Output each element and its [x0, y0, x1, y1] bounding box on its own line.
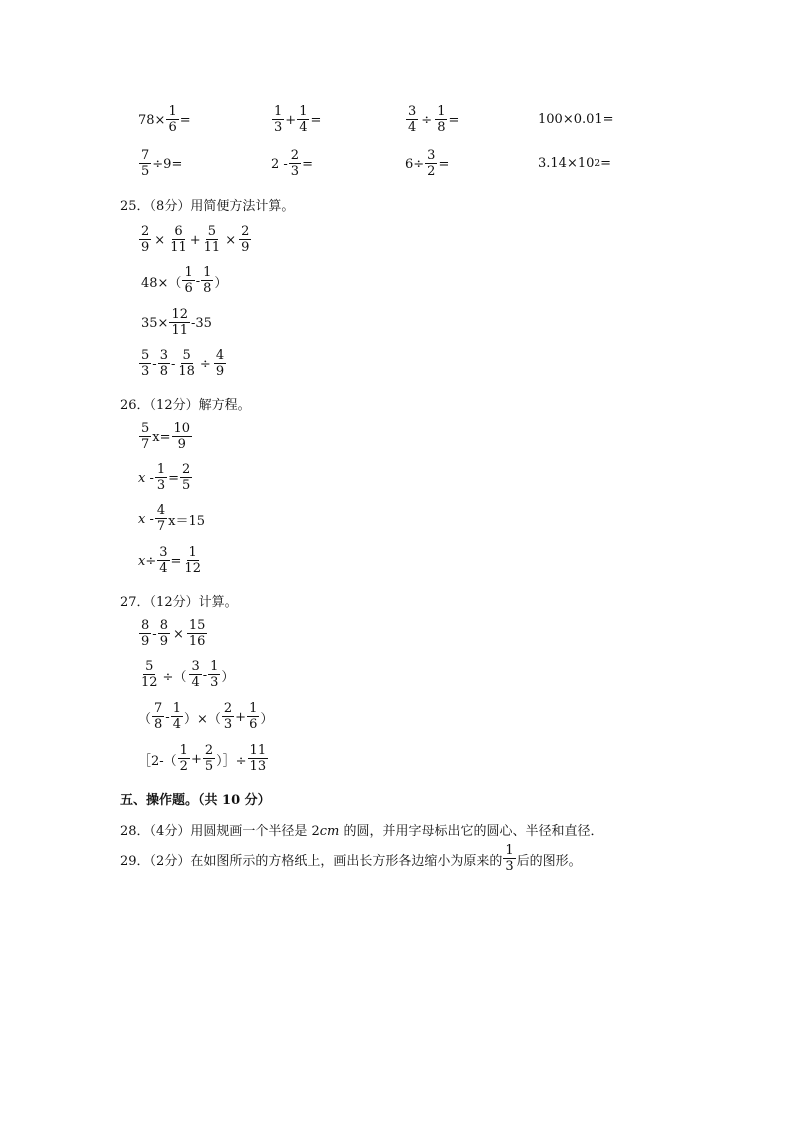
- q27-expr-2: [138, 659, 234, 691]
- fraction: [289, 148, 301, 180]
- denominator: 2: [179, 759, 188, 774]
- denominator: 16: [188, 634, 206, 649]
- numerator: 1: [188, 545, 197, 560]
- denominator: 3: [156, 478, 166, 493]
- fraction: [248, 743, 269, 775]
- calc-1-3: [405, 104, 459, 136]
- fraction: [208, 659, 220, 691]
- denominator: 6: [184, 281, 193, 296]
- fraction: [297, 104, 309, 136]
- operator: =: [168, 470, 180, 486]
- numerator: 5: [182, 348, 191, 363]
- expr-text: 48×（: [141, 275, 182, 291]
- denominator: 6: [249, 717, 258, 732]
- numerator: 2: [223, 701, 233, 716]
- question-27-title: 27．（12分）计算。: [120, 595, 238, 610]
- expr-text: ÷9=: [152, 156, 183, 172]
- numerator: 15: [188, 618, 206, 633]
- question-29-text: 29．（2分）在如图所示的方格纸上，画出长方形各边缩小为原来的: [120, 853, 503, 869]
- operator: ÷（: [162, 669, 187, 685]
- equals-sign: =: [600, 156, 612, 171]
- fraction: [158, 618, 170, 650]
- expr-text: 100×0.01=: [538, 112, 614, 127]
- numerator: 1: [299, 104, 308, 119]
- denominator: 11: [203, 240, 221, 255]
- denominator: 4: [299, 120, 308, 135]
- expr-text: x -: [138, 511, 154, 527]
- numerator: 12: [171, 307, 188, 322]
- fraction: [171, 701, 183, 733]
- expr-text: ）: [260, 711, 274, 727]
- fraction: [166, 104, 178, 136]
- operator: +: [190, 751, 202, 767]
- q26-eq-1: [138, 421, 193, 453]
- expr-text: 3.14×10: [538, 156, 595, 171]
- fraction: [139, 659, 160, 691]
- expr-text: 2 -: [271, 156, 288, 172]
- denominator: 5: [204, 759, 214, 774]
- operator: ）×（: [183, 711, 221, 727]
- expr-text: x=: [152, 429, 171, 445]
- denominator: 3: [290, 164, 300, 179]
- fraction: [169, 307, 190, 339]
- denominator: 2: [427, 164, 436, 179]
- fraction: [222, 701, 234, 733]
- numerator: 1: [210, 659, 219, 674]
- operator: ×: [225, 232, 237, 248]
- fraction: [182, 265, 194, 297]
- operator: -: [195, 273, 201, 289]
- fraction: [139, 421, 151, 453]
- q26-eq-3: [138, 503, 205, 535]
- numerator: 4: [156, 503, 166, 518]
- numerator: 1: [168, 104, 177, 119]
- fraction: [180, 462, 192, 494]
- expr-text: 78×: [138, 112, 166, 128]
- operator: ×: [172, 626, 184, 642]
- denominator: 7: [141, 437, 150, 452]
- equals-sign: =: [302, 156, 313, 172]
- fraction: [157, 545, 169, 577]
- numerator: 5: [141, 421, 150, 436]
- denominator: 3: [223, 717, 233, 732]
- q26-eq-4: [138, 545, 204, 577]
- question-25-title: 25．（8分）用简便方法计算。: [120, 199, 295, 214]
- numerator: 1: [203, 265, 212, 280]
- numerator: 2: [141, 224, 150, 239]
- fraction: [139, 618, 151, 650]
- numerator: 1: [156, 462, 166, 477]
- operator: ×: [154, 232, 166, 248]
- fraction: [158, 348, 170, 380]
- denominator: 4: [191, 675, 200, 690]
- numerator: 3: [427, 148, 436, 163]
- numerator: 5: [145, 659, 154, 674]
- operator: +: [235, 709, 247, 725]
- operator: -: [152, 356, 157, 372]
- equals-sign: =: [438, 156, 450, 172]
- operator: +: [189, 232, 201, 248]
- operator: -: [170, 356, 176, 372]
- expr-text: x÷: [138, 553, 157, 569]
- q26-eq-2: [138, 462, 193, 494]
- denominator: 7: [156, 519, 166, 534]
- expr-text: ）: [221, 669, 235, 685]
- fraction: [272, 104, 284, 136]
- fraction: [155, 462, 167, 494]
- numerator: 2: [182, 462, 191, 477]
- fraction: [168, 224, 189, 256]
- operator: ÷: [421, 112, 433, 128]
- fraction: [152, 701, 164, 733]
- denominator: 3: [505, 859, 514, 874]
- denominator: 11: [170, 240, 187, 255]
- denominator: 5: [141, 164, 150, 179]
- numerator: 8: [141, 618, 150, 633]
- fraction: [176, 348, 197, 380]
- numerator: 1: [184, 265, 193, 280]
- q25-expr-4: [138, 348, 227, 380]
- fraction: [202, 224, 223, 256]
- expr-text: ）］÷: [216, 753, 247, 769]
- fraction: [139, 224, 151, 256]
- fraction: [139, 348, 151, 380]
- operator: -: [202, 667, 208, 683]
- fraction: [172, 421, 193, 453]
- denominator: 3: [210, 675, 219, 690]
- denominator: 6: [168, 120, 177, 135]
- fraction: [425, 148, 437, 180]
- numerator: 1: [172, 701, 181, 716]
- calc-1-4: [538, 104, 614, 135]
- numerator: 1: [505, 843, 514, 858]
- numerator: 2: [204, 743, 214, 758]
- denominator: 4: [408, 120, 417, 135]
- question-29-text-end: 后的图形。: [516, 853, 582, 869]
- denominator: 18: [178, 364, 195, 379]
- operator: =: [170, 553, 182, 569]
- fraction: [239, 224, 251, 256]
- operator: ÷: [199, 356, 211, 372]
- question-28-text-end: 的圆，并用字母标出它的圆心、半径和直径．: [339, 824, 604, 839]
- numerator: 3: [408, 104, 417, 119]
- operator: -: [152, 626, 157, 642]
- denominator: 3: [274, 120, 283, 135]
- calc-1-2: [271, 104, 321, 136]
- numerator: 2: [290, 148, 300, 163]
- numerator: 1: [274, 104, 283, 119]
- denominator: 13: [249, 759, 267, 774]
- denominator: 9: [159, 634, 168, 649]
- fraction: [247, 701, 259, 733]
- calc-1-1: [138, 104, 191, 136]
- question-28-text: 28．（4分）用圆规画一个半径是 2: [120, 824, 320, 839]
- fraction: [178, 743, 190, 775]
- operator: +: [285, 112, 297, 128]
- unit-text: cm: [319, 824, 340, 839]
- fraction: [503, 843, 515, 875]
- numerator: 5: [141, 348, 150, 363]
- numerator: 1: [249, 701, 258, 716]
- numerator: 5: [207, 224, 217, 239]
- denominator: 9: [141, 240, 150, 255]
- equals-sign: =: [310, 112, 322, 128]
- numerator: 7: [154, 701, 163, 716]
- numerator: 4: [215, 348, 225, 363]
- fraction: [406, 104, 418, 136]
- fraction: [189, 659, 201, 691]
- expr-text: 6÷: [405, 156, 425, 172]
- calc-2-4: [538, 148, 611, 179]
- q25-expr-3: [141, 307, 212, 339]
- expr-text: -35: [190, 315, 212, 331]
- fraction: [182, 545, 203, 577]
- denominator: 11: [171, 323, 188, 338]
- calc-2-3: [405, 148, 449, 180]
- equals-sign: =: [179, 112, 191, 128]
- q27-expr-1: [138, 618, 208, 650]
- operator: -: [165, 709, 170, 725]
- fraction: [435, 104, 447, 136]
- q27-expr-3: [138, 701, 273, 733]
- q25-expr-1: [138, 224, 252, 256]
- question-26-title: 26．（12分）解方程。: [120, 398, 251, 413]
- expr-text: ［2-（: [138, 753, 177, 769]
- expr-text: 35×: [141, 315, 169, 331]
- expr-text: x -: [138, 470, 154, 486]
- equals-sign: =: [448, 112, 460, 128]
- expr-text: x＝15: [168, 513, 206, 529]
- denominator: 8: [437, 120, 446, 135]
- numerator: 11: [249, 743, 267, 758]
- numerator: 3: [159, 545, 168, 560]
- denominator: 4: [159, 561, 168, 576]
- denominator: 3: [141, 364, 150, 379]
- expr-text: ）: [214, 275, 228, 291]
- numerator: 1: [437, 104, 446, 119]
- fraction: [155, 503, 167, 535]
- numerator: 8: [159, 618, 168, 633]
- fraction: [214, 348, 226, 380]
- fraction: [201, 265, 213, 297]
- denominator: 9: [215, 364, 225, 379]
- numerator: 10: [173, 421, 191, 436]
- question-29: [120, 843, 582, 875]
- question-28: [120, 820, 603, 839]
- numerator: 3: [191, 659, 200, 674]
- denominator: 9: [177, 437, 186, 452]
- denominator: 5: [182, 478, 191, 493]
- fraction: [203, 743, 215, 775]
- denominator: 12: [141, 675, 158, 690]
- exponent: 2: [594, 158, 601, 169]
- numerator: 7: [141, 148, 150, 163]
- numerator: 6: [174, 224, 183, 239]
- denominator: 4: [172, 717, 181, 732]
- calc-2-2: [271, 148, 313, 180]
- numerator: 1: [179, 743, 188, 758]
- denominator: 8: [203, 281, 212, 296]
- denominator: 8: [159, 364, 168, 379]
- section-5-title: 五、操作题。（共 10 分）: [120, 793, 271, 808]
- q27-expr-4: [138, 743, 269, 775]
- denominator: 8: [154, 717, 163, 732]
- fraction: [187, 618, 208, 650]
- numerator: 3: [159, 348, 168, 363]
- denominator: 9: [141, 634, 150, 649]
- denominator: 12: [184, 561, 201, 576]
- q25-expr-2: [141, 265, 227, 297]
- calc-2-1: [138, 148, 182, 180]
- expr-text: （: [138, 711, 152, 727]
- numerator: 2: [241, 224, 250, 239]
- denominator: 9: [241, 240, 250, 255]
- fraction: [139, 148, 151, 180]
